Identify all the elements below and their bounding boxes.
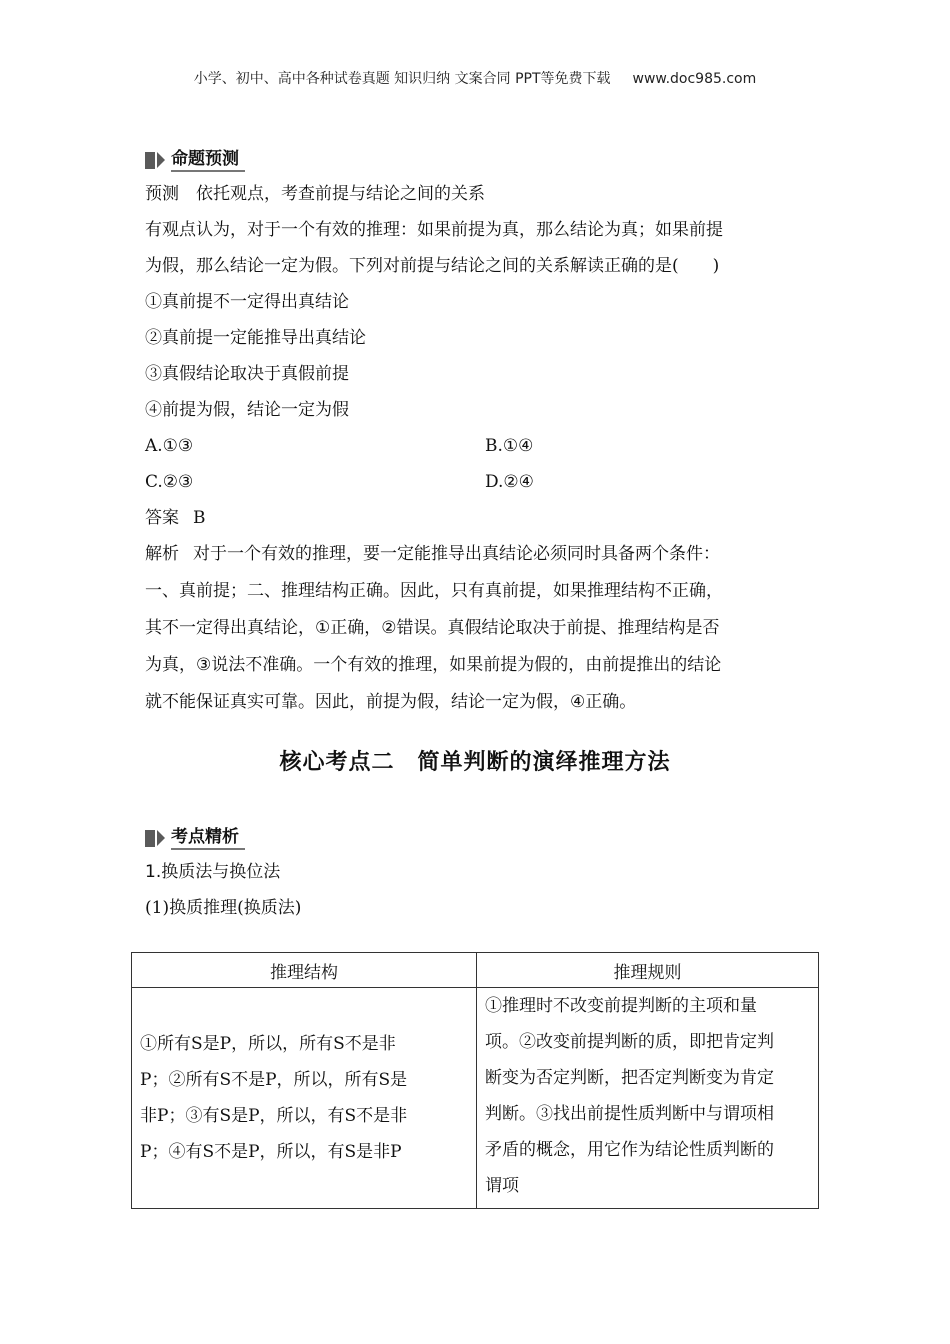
option-a: A.①③	[145, 436, 194, 456]
core-tag-label: 考点精析	[171, 826, 245, 850]
analysis-line: 为真，③说法不准确。一个有效的推理，如果前提为假的，由前提推出的结论	[145, 655, 722, 675]
heading-1: 1.换质法与换位法	[145, 862, 281, 882]
analysis-label: 解析	[145, 544, 179, 564]
prediction-tag	[145, 146, 825, 174]
statement-item: ②真前提一定能推导出真结论	[145, 328, 366, 348]
question-stem-line1: 有观点认为，对于一个有效的推理：如果前提为真，那么结论为真；如果前提	[145, 220, 723, 240]
analysis-line: 就不能保证真实可靠。因此，前提为假，结论一定为假，④正确。	[145, 692, 637, 712]
rules-cell	[477, 988, 819, 1209]
rules-line: 项。②改变前提判断的质，即把肯定判	[485, 1032, 774, 1052]
main-content	[145, 146, 825, 926]
analysis-line	[145, 536, 805, 573]
table-header-rules: 推理规则	[477, 953, 819, 988]
options-row-2	[145, 464, 825, 500]
structure-line: 非P；③有S是P，所以，有S不是非	[140, 1106, 408, 1126]
question-stem-line2: 为假，那么结论一定为假。下列对前提与结论之间的关系解读正确的是( )	[145, 256, 720, 276]
tag-bar-icon	[145, 830, 155, 847]
table-header-structure: 推理结构	[132, 953, 477, 988]
table-header-row	[132, 953, 819, 988]
core-section-title: 核心考点二 简单判断的演绎推理方法	[279, 750, 671, 775]
answer-value: B	[193, 508, 206, 528]
option-d: D.②④	[485, 472, 534, 492]
heading-2: (1)换质推理(换质法)	[145, 898, 302, 918]
answer-label: 答案	[145, 508, 179, 528]
prediction-title: 预测 依托观点，考查前提与结论之间的关系	[145, 184, 485, 204]
option-c: C.②③	[145, 472, 194, 492]
header-site-link[interactable]: www.doc985.com	[632, 71, 757, 87]
analysis-block	[145, 536, 805, 721]
analysis-line: 一、真前提；二、推理结构正确。因此，只有真前提，如果推理结构不正确，	[145, 581, 723, 601]
structure-line: P；②所有S不是P，所以，所有S是	[140, 1070, 408, 1090]
rules-line: ①推理时不改变前提判断的主项和量	[485, 996, 757, 1016]
tag-bar-icon	[145, 152, 155, 169]
page-header	[0, 68, 950, 88]
options-row-1	[145, 428, 825, 464]
statement-item: ③真假结论取决于真假前提	[145, 364, 349, 384]
structure-line: P；④有S不是P，所以，有S是非P	[140, 1142, 402, 1162]
statement-item: ④前提为假，结论一定为假	[145, 400, 349, 420]
rules-line: 谓项	[485, 1176, 519, 1196]
tag-arrow-icon	[157, 152, 165, 168]
tag-arrow-icon	[157, 830, 165, 846]
prediction-tag-label: 命题预测	[171, 148, 245, 172]
analysis-text: 对于一个有效的推理，要一定能推导出真结论必须同时具备两个条件：	[193, 544, 720, 564]
structure-line: ①所有S是P，所以，所有S不是非	[140, 1034, 396, 1054]
option-b: B.①④	[485, 436, 534, 456]
rules-line: 断变为否定判断，把否定判断变为肯定	[485, 1068, 774, 1088]
answer-line	[145, 500, 825, 536]
rules-line: 矛盾的概念，用它作为结论性质判断的	[485, 1140, 774, 1160]
header-text: 小学、初中、高中各种试卷真题 知识归纳 文案合同 PPT等免费下载	[193, 71, 611, 87]
analysis-line: 其不一定得出真结论，①正确，②错误。真假结论取决于前提、推理结构是否	[145, 618, 720, 638]
table-row	[132, 988, 819, 1209]
structure-cell	[132, 988, 477, 1209]
statement-item: ①真前提不一定得出真结论	[145, 292, 349, 312]
core-tag	[145, 824, 825, 852]
conversion-rules-table	[131, 952, 819, 1209]
rules-line: 判断。③找出前提性质判断中与谓项相	[485, 1104, 774, 1124]
